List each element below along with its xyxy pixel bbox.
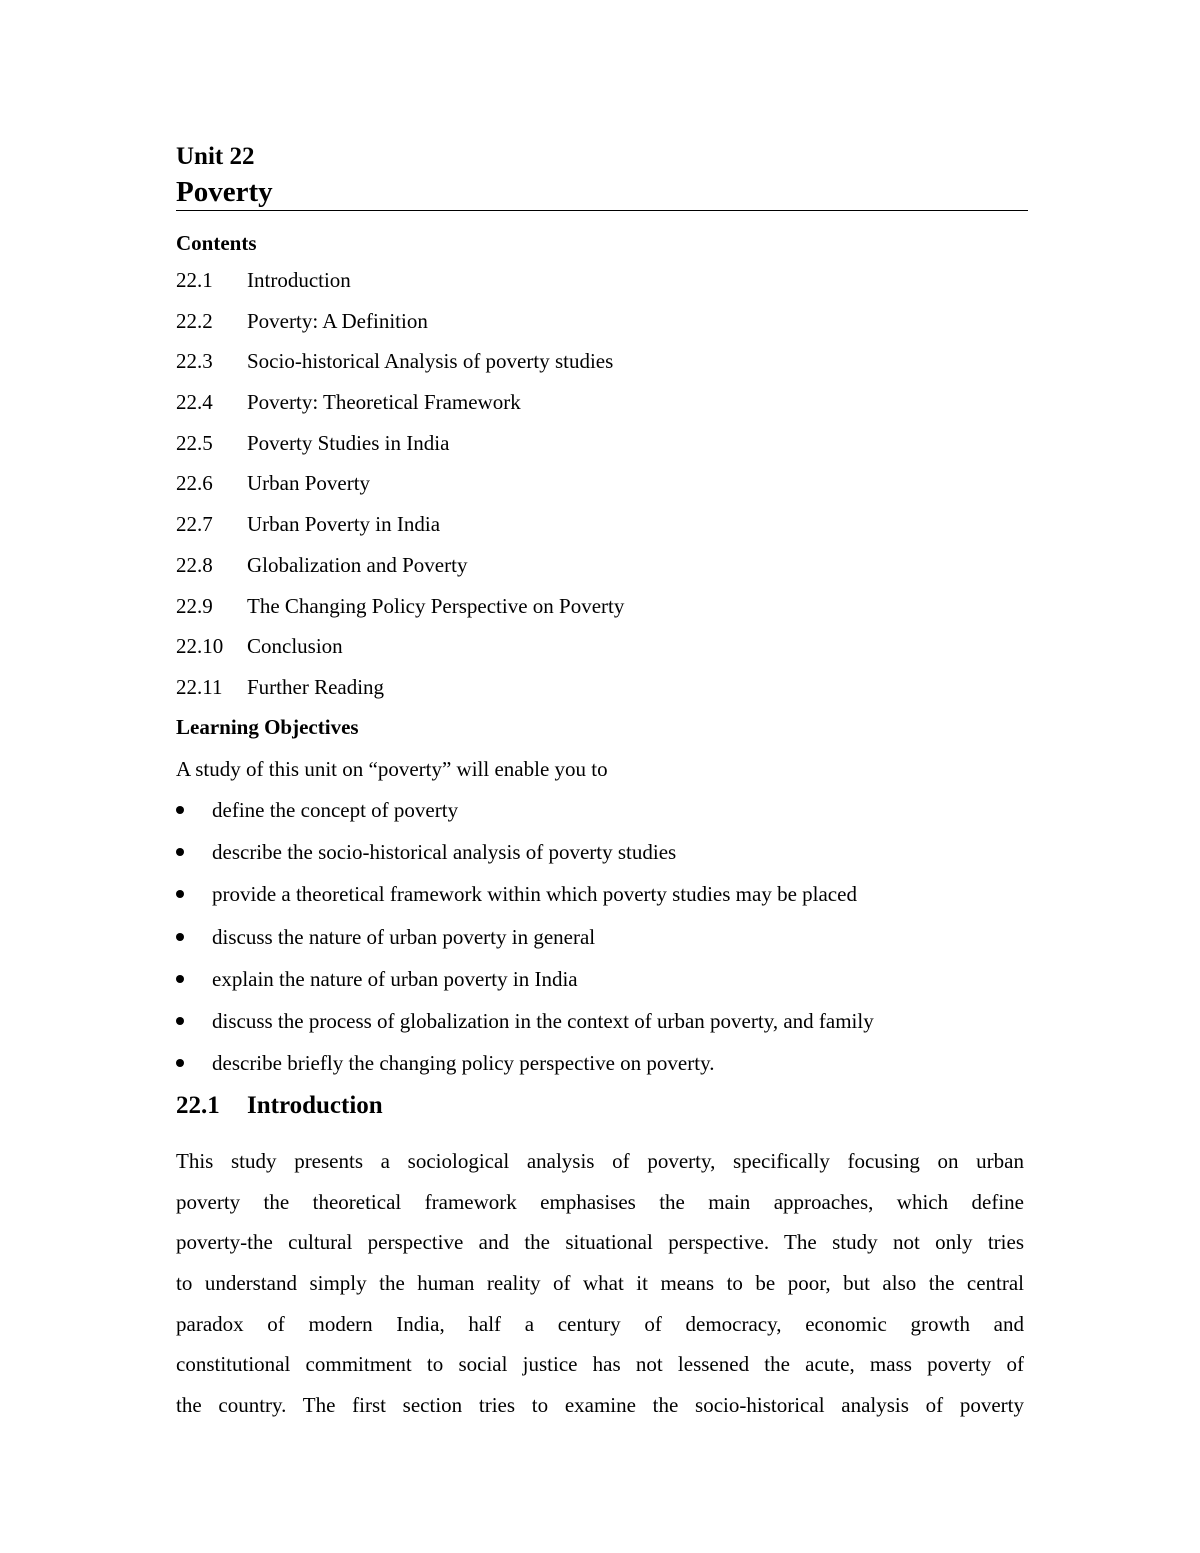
toc-item-label: Conclusion <box>247 634 343 659</box>
bullet-icon <box>176 1050 212 1076</box>
toc-item <box>176 552 624 593</box>
toc-item-number: 22.4 <box>176 390 213 415</box>
paragraph-line: constitutional commitment to social justice has not lessened the acute, mass poverty of <box>176 1352 1024 1377</box>
paragraph-line: poverty the theoretical framework emphasises the main approaches, which define <box>176 1189 1024 1214</box>
unit-number: Unit 22 <box>176 143 255 170</box>
learning-objectives-intro: A study of this unit on “poverty” will enable you to <box>176 757 608 781</box>
paragraph-line: poverty-the cultural perspective and the situational perspective. The study not only tries <box>176 1230 1024 1255</box>
toc-item <box>176 389 624 430</box>
bullet-icon <box>176 797 212 823</box>
title-divider <box>176 210 1028 211</box>
toc-item-number: 22.3 <box>176 349 213 374</box>
toc-item-number: 22.10 <box>176 634 224 659</box>
toc-item-number: 22.9 <box>176 593 213 618</box>
toc-item <box>176 308 624 349</box>
paragraph-line: the country. The first section tries to examine the socio-historical analysis of poverty <box>176 1393 1024 1418</box>
toc-item-label: Introduction <box>247 268 351 292</box>
objective-item <box>176 839 874 881</box>
objective-text: define the concept of poverty <box>212 798 459 822</box>
toc-item-label: Urban Poverty in India <box>247 512 441 537</box>
toc-item-number: 22.2 <box>176 308 213 333</box>
toc-item-label: Further Reading <box>247 674 385 699</box>
bullet-icon <box>176 966 212 992</box>
toc-item <box>176 470 624 511</box>
objective-item <box>176 966 874 1008</box>
paragraph-line: to understand simply the human reality of what it means to be poor, but also the central <box>176 1271 1024 1296</box>
toc-item-number: 22.7 <box>176 512 213 537</box>
toc-item <box>176 593 624 634</box>
toc-item-label: The Changing Policy Perspective on Poverty <box>247 593 625 618</box>
toc-item-number: 22.6 <box>176 471 213 496</box>
objective-item <box>176 1050 874 1092</box>
toc-item <box>176 348 624 389</box>
toc-item-label: Globalization and Poverty <box>247 552 468 577</box>
objective-text: discuss the nature of urban poverty in general <box>212 924 596 949</box>
table-of-contents <box>176 267 624 715</box>
toc-item <box>176 430 624 471</box>
objective-text: provide a theoretical framework within which poverty studies may be placed <box>212 882 857 907</box>
toc-item-number: 22.1 <box>176 268 213 292</box>
objective-item <box>176 924 874 966</box>
toc-item <box>176 267 624 308</box>
toc-item-number: 22.8 <box>176 552 213 577</box>
toc-item-label: Poverty: A Definition <box>247 308 428 333</box>
objective-text: explain the nature of urban poverty in India <box>212 966 578 991</box>
bullet-icon <box>176 881 212 907</box>
section-heading <box>176 1090 383 1122</box>
toc-item-label: Urban Poverty <box>247 471 371 496</box>
objective-text: describe the socio-historical analysis of poverty studies <box>212 840 677 865</box>
learning-objectives-heading: Learning Objectives <box>176 715 359 739</box>
toc-item <box>176 633 624 674</box>
bullet-icon <box>176 839 212 865</box>
toc-item <box>176 674 624 715</box>
objective-item <box>176 881 874 923</box>
learning-objectives-list <box>176 797 874 1092</box>
bullet-icon <box>176 924 212 950</box>
toc-item-label: Poverty Studies in India <box>247 430 450 455</box>
bullet-icon <box>176 1008 212 1034</box>
toc-item-number: 22.11 <box>176 674 223 699</box>
unit-title: Poverty <box>176 176 273 208</box>
introduction-paragraph <box>176 1141 1024 1426</box>
objective-text: describe briefly the changing policy perspective on poverty. <box>212 1051 715 1076</box>
objective-item <box>176 1008 874 1050</box>
toc-item-label: Socio-historical Analysis of poverty studies <box>247 349 614 374</box>
paragraph-line: paradox of modern India, half a century of democracy, economic growth and <box>176 1311 1024 1336</box>
contents-heading: Contents <box>176 231 257 255</box>
section-number: 22.1 <box>176 1092 220 1119</box>
objective-item <box>176 797 874 839</box>
toc-item-label: Poverty: Theoretical Framework <box>247 390 521 415</box>
toc-item <box>176 511 624 552</box>
paragraph-line: This study presents a sociological analysis of poverty, specifically focusing on urban <box>176 1149 1024 1173</box>
toc-item-number: 22.5 <box>176 430 213 455</box>
section-title: Introduction <box>247 1092 383 1119</box>
objective-text: discuss the process of globalization in the context of urban poverty, and family <box>212 1008 874 1033</box>
